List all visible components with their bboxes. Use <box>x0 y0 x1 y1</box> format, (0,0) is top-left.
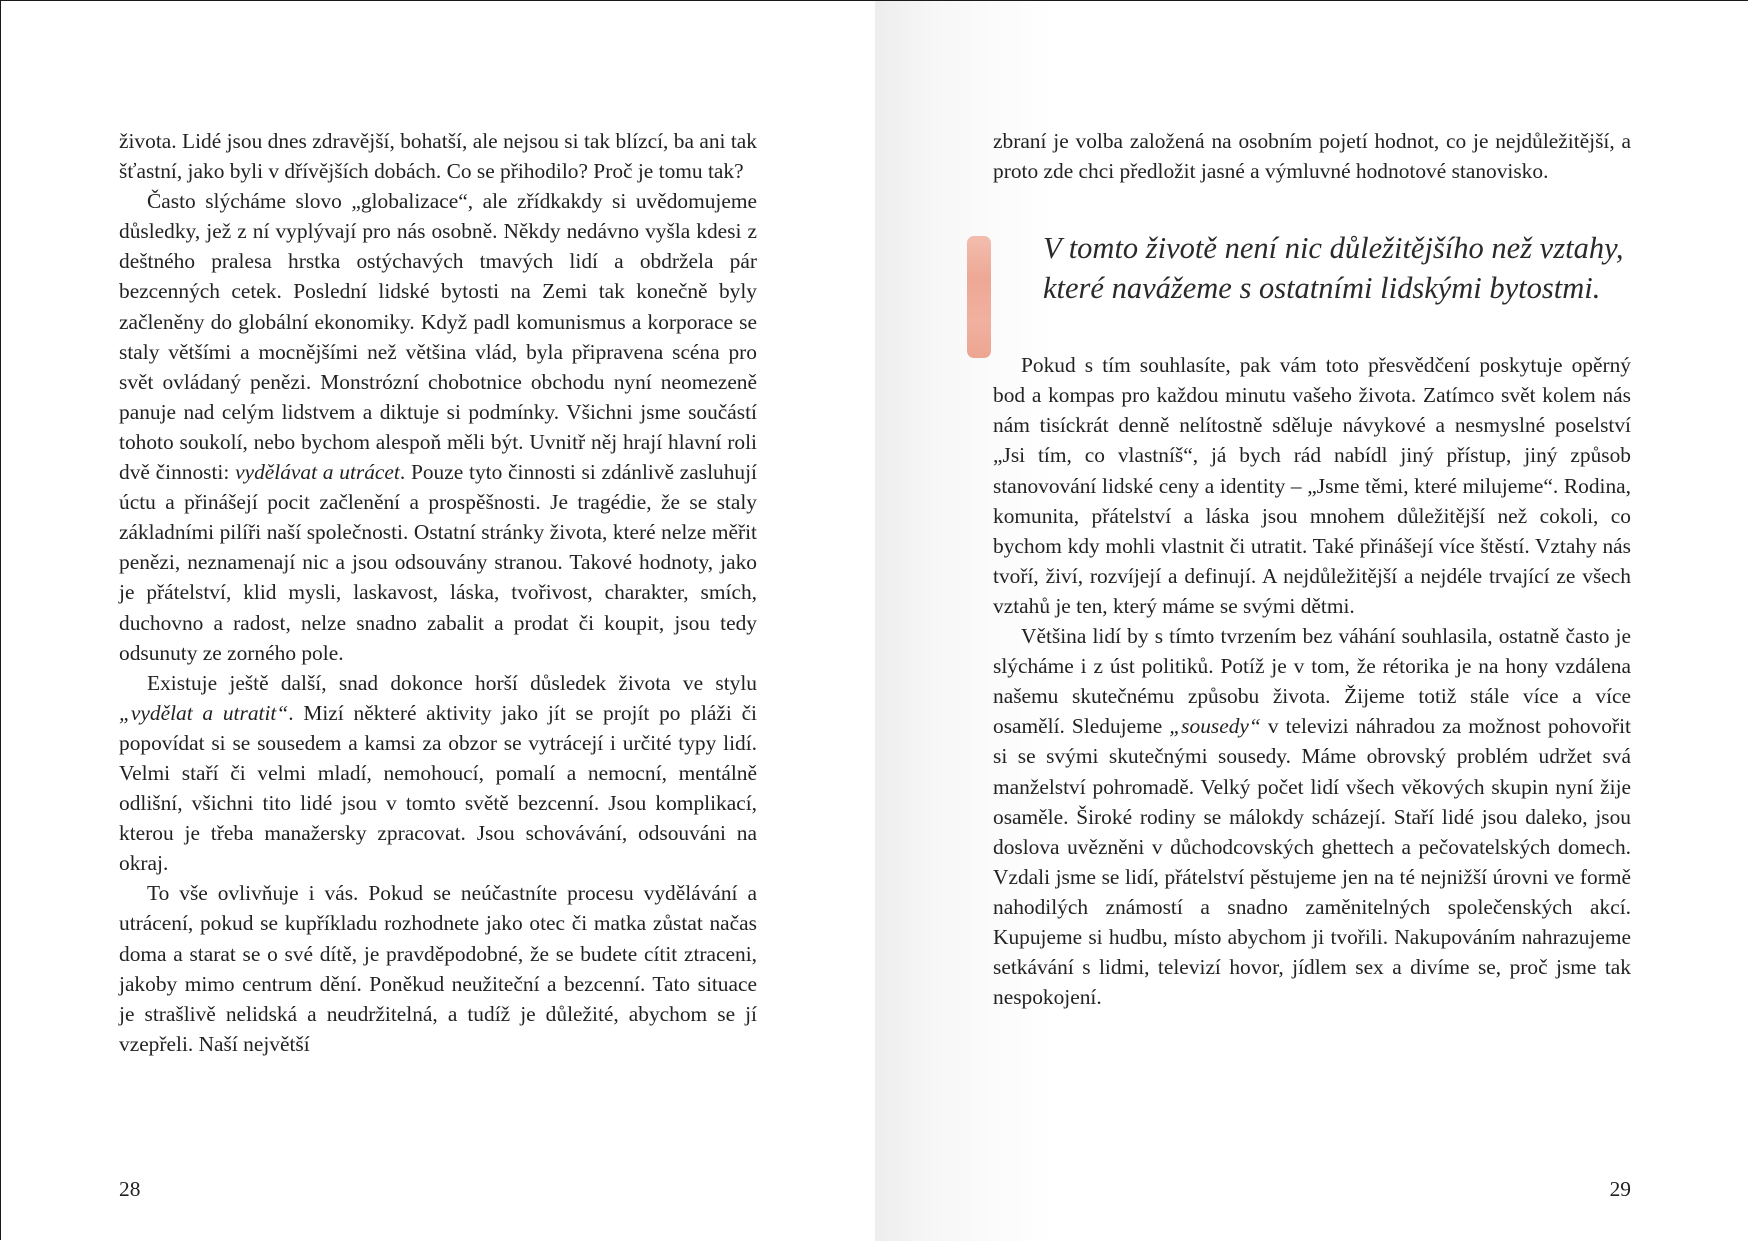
right-page <box>875 1 1748 1241</box>
left-body-text <box>119 126 757 1059</box>
page-number-right: 29 <box>1609 1177 1631 1201</box>
page-number-left: 28 <box>119 1177 141 1201</box>
paragraph: Pokud s tím souhlasíte, pak vám toto přesvědčení poskytuje opěrný bod a kompas pro každou minutu vašeho života. Zatímco svět kolem nás nám tisíckrát denně nelítostně sděluje návykové a nesmyslné poselství „Jsi tím, co vlastníš“, já bych rád nabídl jiný přístup, jiný způsob stanovování lidské ceny a identity – „Jsme těmi, které milujeme“. Rodina, komunita, přátelství a láska jsou mnohem důležitější než cokoli, co bychom kdy mohli vlastnit či utratit. Také přinášejí více štěstí. Vztahy nás tvoří, živí, rozvíjejí a definují. A nejdůležitější a nejdéle trvající ze všech vztahů je ten, který máme se svými dětmi. <box>993 353 1631 618</box>
paragraph: zbraní je volba založená na osobním pojetí hodnot, co je nejdůležitější, a proto zde chci předložit jasné a výmluvné hodnotové stanovisko. <box>993 129 1631 184</box>
left-page <box>1 1 875 1241</box>
pull-quote-text: V tomto životě není nic důležitějšího než vztahy, které navážeme s ostatními lidskými bytostmi. <box>1043 231 1624 306</box>
right-body-text <box>993 126 1631 1012</box>
pull-quote <box>993 228 1631 308</box>
paragraph: Často slýcháme slovo „globalizace“, ale zřídkakdy si uvědomujeme důsledky, jež z ní vyplývají pro nás osobně. Někdy nedávno vyšla kdesi z deštného pralesa hrstka ostýchavých tmavých lidí a obdržela pár bezcenných cetek. Poslední lidské bytosti na Zemi tak konečně byly začleněny do globální ekonomiky. Když padl komunismus a korporace se staly většími a mocnějšími než většina vlád, byla připravena scéna pro svět ovládaný penězi. Monstrózní chobotnice obchodu nyní neomezeně panuje nad celým lidstvem a diktuje si podmínky. Všichni jsme součástí tohoto soukolí, nebo bychom alespoň měli být. Uvnitř něj hrají hlavní roli dvě činnosti: vydělávat a utrácet. Pouze tyto činnosti si zdánlivě zasluhují úctu a přinášejí pocit začlenění a prospěšnosti. Je tragédie, že se staly základními pilíři naší společnosti. Ostatní stránky života, které nelze měřit penězi, neznamenají nic a jsou odsouvány stranou. Takové hodnoty, jako je přátelství, klid mysli, laskavost, láska, tvořivost, charakter, smích, duchovno a radost, nelze snadno zabalit a prodat či koupit, jsou tedy odsunuty ze zorného pole. <box>119 189 758 665</box>
paragraph: života. Lidé jsou dnes zdravější, bohatší, ale nejsou si tak blízcí, ba ani tak šťastní, jako byli v dřívějších dobách. Co se přihodilo? Proč je tomu tak? <box>119 129 757 184</box>
paragraph: To vše ovlivňuje i vás. Pokud se neúčastníte procesu vydělávání a utrácení, pokud se kupříkladu rozhodnete jako otec či matka zůstat načas doma a starat se o své dítě, je pravděpodobné, že se budete cítit ztraceni, jakoby mimo centrum dění. Poněkud neužiteční a bezcenní. Tato situace je strašlivě nelidská a neudržitelná, a tudíž je důležité, abychom se jí vzepřeli. Naší největší <box>119 881 757 1056</box>
italic-phrase: vydělávat a utrácet <box>235 460 400 485</box>
paragraph: Existuje ještě další, snad dokonce horší důsledek života ve stylu „vydělat a utratit“. Mizí některé aktivity jako jít se projít po pláži či popovídat si se sousedem a kamsi za obzor se vytrácejí i určité typy lidí. Velmi staří či velmi mladí, nemohoucí, pomalí a nemocní, mentálně odlišní, všichni tito lidé jsou v tomto světě bezcenní. Jsou komplikací, kterou je třeba manažersky zpracovat. Jsou schovávání, odsouváni na okraj. <box>119 670 758 876</box>
paragraph: Většina lidí by s tímto tvrzením bez váhání souhlasila, ostatně často je slýcháme i z úst politiků. Potíž je v tom, že rétorika je na hony vzdálena našemu skutečnému způsobu života. Žijeme totiž stále více a více osamělí. Sledujeme „sousedy“ v televizi náhradou za možnost pohovořit si se svými skutečnými sousedy. Máme obrovský problém udržet svá manželství pohromadě. Velký počet lidí všech věkových skupin nyní žije osaměle. Široké rodiny se málokdy scházejí. Staří lidé jsou daleko, jsou doslova uvězněni v důchodcovských ghettech a pečovatelských domech. Vzdali jsme se lidí, přátelství pěstujeme jen na té nejnižší úrovni ve formě nahodilých známostí a snadno zaměnitelných společenských akcí. Kupujeme si hudbu, místo abychom ji tvořili. Nakupováním nahrazujeme setkávání s lidmi, televizí hovor, jídlem sex a divíme se, proč jsme tak nespokojení. <box>993 624 1631 1010</box>
italic-phrase: „vydělat a utratit“ <box>119 700 289 725</box>
accent-bar <box>967 236 991 358</box>
italic-phrase: „sousedy“ <box>1169 714 1261 739</box>
